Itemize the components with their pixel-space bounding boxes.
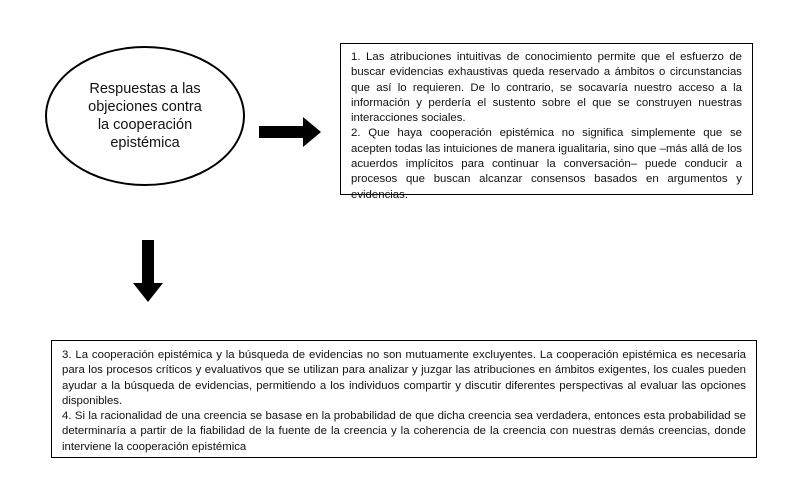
response-item-2: 2. Que haya cooperación epistémica no significa simplemente que se acepten todas las intuiciones de manera igualitaria, sino que –más allá de los acuerdos implícitos para continuar la conversación– puede conducir a procesos que buscan alcanzar consensos basados en argumentos y evidencias. xyxy=(351,127,742,201)
topic-ellipse xyxy=(45,46,245,186)
response-item-4: 4. Si la racionalidad de una creencia se basase en la probabilidad de que dicha creencia sea verdadera, entonces esta probabilidad se determinaría a partir de la fiabilidad de la fuente de la creencia y la coherencia de la creencia con nuestras demás creencias, donde interviene la cooperación epistémica xyxy=(62,410,746,453)
topic-label: Respuestas a las objeciones contra la cooperación epistémica xyxy=(88,81,202,151)
response-item-1: 1. Las atribuciones intuitivas de conocimiento permite que el esfuerzo de buscar evidencias exhaustivas queda reservado a ámbitos o circunstancias que así lo requieren. De lo contrario, se socavaría nuestro acceso a la información y perdería el sustento sobre el que se construyen nuestras interacciones sociales. xyxy=(351,51,742,125)
responses-box-bottom xyxy=(51,340,757,458)
right-arrow-icon xyxy=(259,115,323,149)
responses-box-top xyxy=(340,43,753,201)
down-arrow-icon xyxy=(131,240,165,304)
response-item-3: 3. La cooperación epistémica y la búsqueda de evidencias no son mutuamente excluyentes. La cooperación epistémica es necesaria para los procesos críticos y evaluativos que se utilizan para analizar y juzgar las atribuciones en ámbitos exigentes, los cuales pueden ayudar a la búsqueda de evidencias, permitiendo a los individuos compartir y discutir diferentes perspectivas al evaluar las opciones disponibles. xyxy=(62,349,746,407)
